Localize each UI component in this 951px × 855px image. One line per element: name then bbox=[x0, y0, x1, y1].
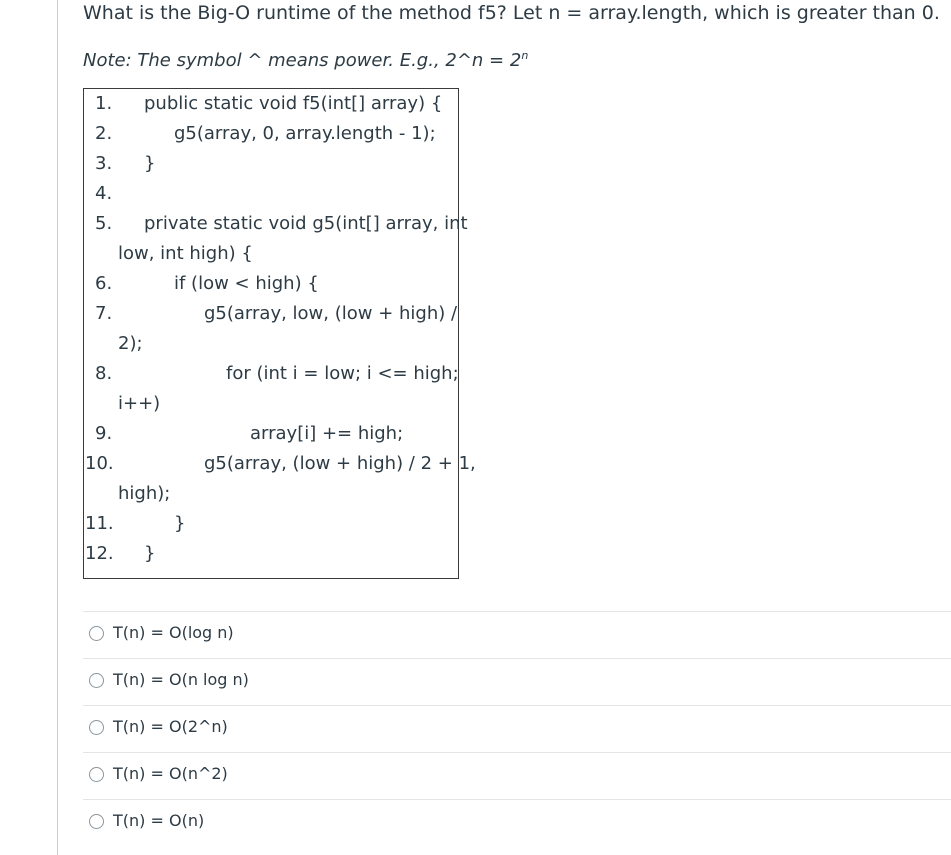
answer-option[interactable] bbox=[83, 799, 951, 846]
answer-option[interactable] bbox=[83, 658, 951, 705]
code-line: for (int i = low; i <= high; bbox=[226, 363, 459, 384]
answer-option-label[interactable]: T(n) = O(n^2) bbox=[113, 764, 228, 783]
code-line: public static void f5(int[] array) { bbox=[144, 93, 443, 114]
answer-option[interactable] bbox=[83, 611, 951, 658]
line-number: 6. bbox=[95, 273, 113, 294]
answer-option-label[interactable]: T(n) = O(n log n) bbox=[113, 670, 249, 689]
radio-button[interactable] bbox=[89, 814, 104, 829]
answer-option-label[interactable]: T(n) = O(log n) bbox=[113, 623, 234, 642]
code-line: } bbox=[144, 543, 156, 564]
line-number: 3. bbox=[95, 153, 113, 174]
line-number: 9. bbox=[95, 423, 113, 444]
code-line: array[i] += high; bbox=[250, 423, 404, 444]
code-line: } bbox=[174, 513, 186, 534]
radio-button[interactable] bbox=[89, 767, 104, 782]
line-number: 7. bbox=[95, 303, 113, 324]
radio-button[interactable] bbox=[89, 626, 104, 641]
line-number: 4. bbox=[95, 183, 113, 204]
code-line-wrap: high); bbox=[118, 483, 171, 504]
code-line: if (low < high) { bbox=[174, 273, 319, 294]
line-number: 2. bbox=[95, 123, 113, 144]
code-line: private static void g5(int[] array, int bbox=[144, 213, 468, 234]
code-line: g5(array, (low + high) / 2 + 1, bbox=[204, 453, 476, 474]
radio-button[interactable] bbox=[89, 673, 104, 688]
answer-option[interactable] bbox=[83, 752, 951, 799]
line-number: 5. bbox=[95, 213, 113, 234]
radio-button[interactable] bbox=[89, 720, 104, 735]
code-line-wrap: low, int high) { bbox=[118, 243, 253, 264]
answer-option[interactable] bbox=[83, 705, 951, 752]
power-note-superscript: n bbox=[521, 49, 529, 62]
line-number: 8. bbox=[95, 363, 113, 384]
code-line: g5(array, 0, array.length - 1); bbox=[174, 123, 436, 144]
question-text: What is the Big-O runtime of the method f5? Let n = array.length, which is greater than 0. bbox=[83, 2, 940, 24]
code-line-wrap: 2); bbox=[118, 333, 143, 354]
line-number: 11. bbox=[85, 513, 114, 534]
answer-option-label[interactable]: T(n) = O(2^n) bbox=[113, 717, 228, 736]
code-listing bbox=[83, 88, 476, 579]
left-border-rule bbox=[57, 0, 58, 855]
line-number: 10. bbox=[85, 453, 114, 474]
answer-options bbox=[83, 611, 951, 846]
power-note bbox=[83, 44, 528, 73]
answer-option-label[interactable]: T(n) = O(n) bbox=[113, 811, 205, 830]
line-number: 12. bbox=[85, 543, 114, 564]
line-number: 1. bbox=[95, 93, 113, 114]
code-line: g5(array, low, (low + high) / bbox=[204, 303, 458, 324]
code-line-wrap: i++) bbox=[118, 393, 161, 414]
power-note-text: Note: The symbol ^ means power. E.g., 2^n = 2 bbox=[83, 50, 522, 71]
code-line: } bbox=[144, 153, 156, 174]
